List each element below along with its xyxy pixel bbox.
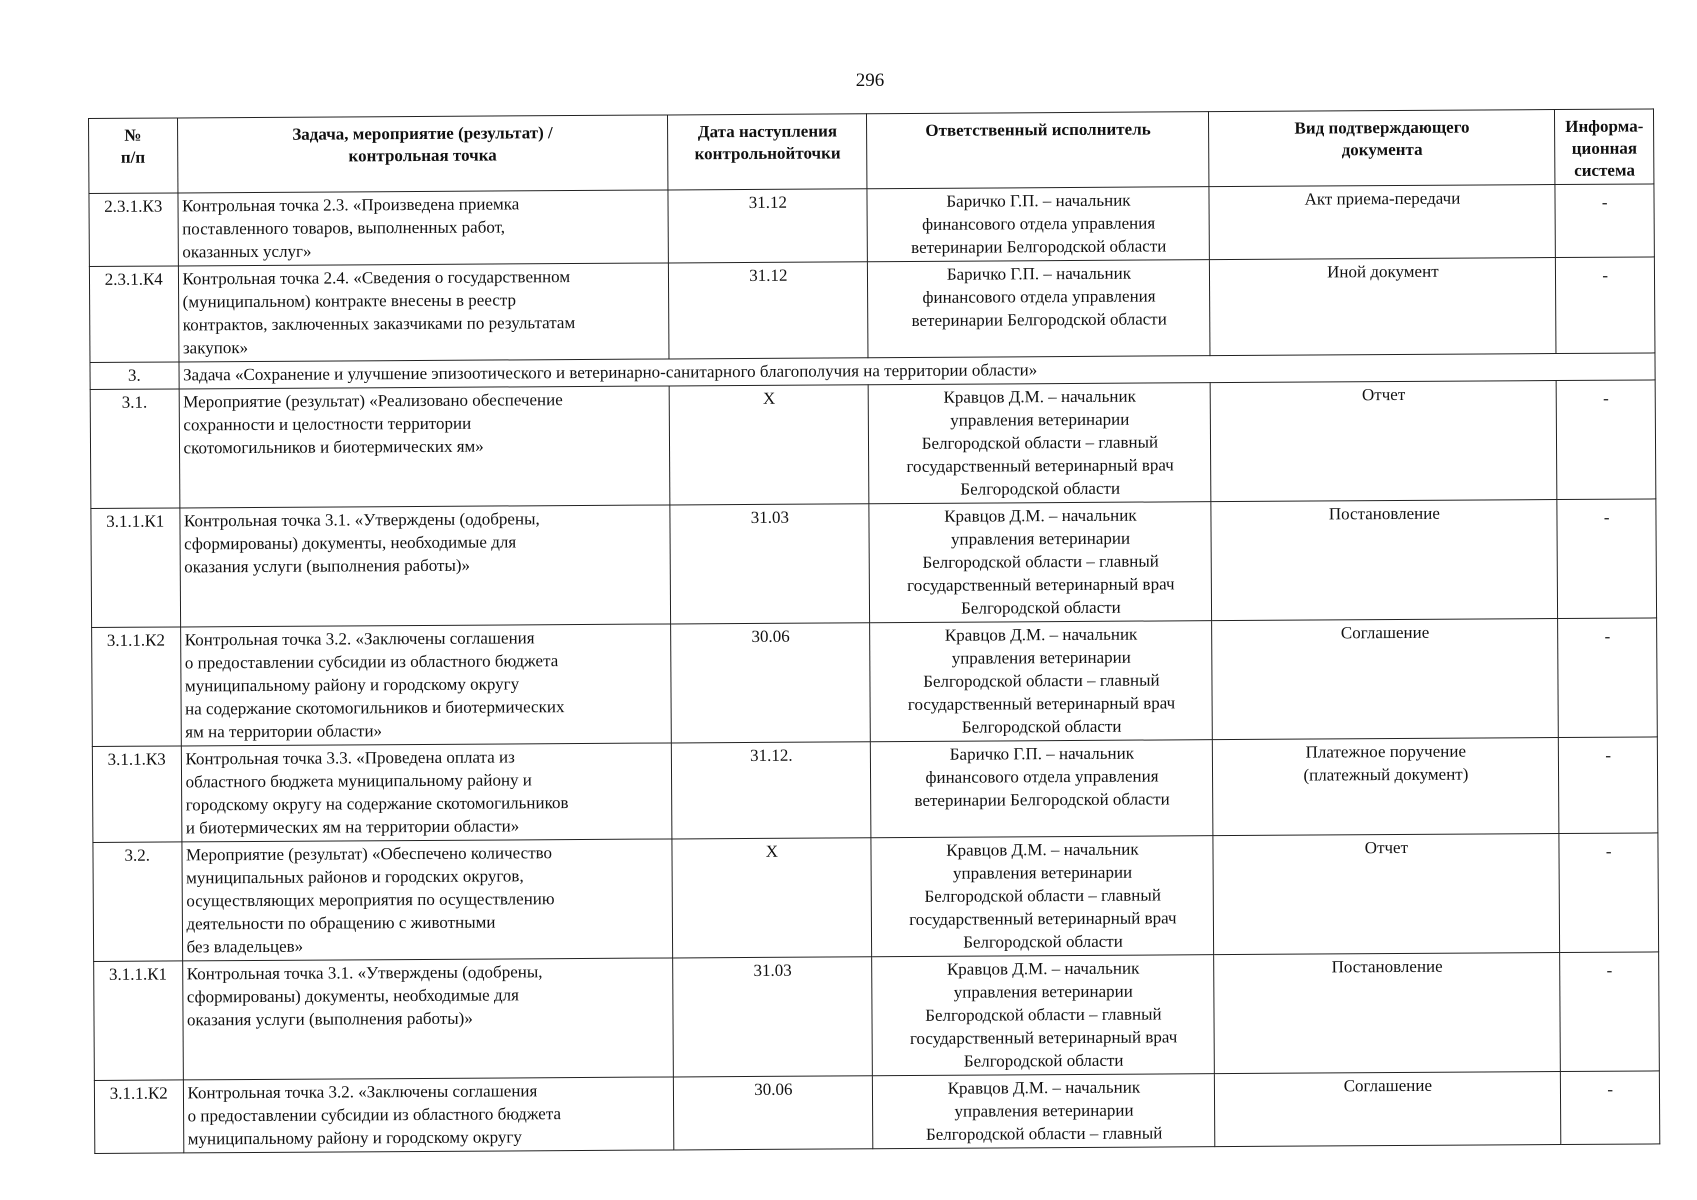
date-cell: 31.12. — [672, 742, 872, 839]
responsible-cell-line: управления ветеринарии — [954, 1100, 1134, 1121]
task-cell-line: оказанных услуг» — [182, 241, 312, 262]
responsible-cell — [872, 955, 1215, 1076]
info-system-cell: - — [1557, 380, 1656, 500]
header-task — [177, 115, 668, 193]
header-info-system — [1555, 109, 1654, 185]
task-cell-line: Мероприятие (результат) «Реализовано обеспечение — [183, 390, 563, 412]
task-cell — [181, 839, 673, 961]
responsible-cell-line: государственный ветеринарный врач — [906, 455, 1174, 477]
doc-type-cell — [1210, 258, 1557, 356]
row-number: 3.1.1.К2 — [92, 627, 181, 747]
responsible-cell-line: Баричко Г.П. – начальник — [946, 190, 1131, 211]
task-cell-line: ям на территории области» — [185, 721, 383, 742]
row-number: 3.1.1.К3 — [92, 746, 181, 843]
task-cell — [177, 190, 668, 266]
responsible-cell-line: ветеринарии Белгородской области — [914, 789, 1170, 810]
header-num-line: п/п — [120, 147, 146, 167]
responsible-cell-line: Белгородской области – главный — [923, 670, 1160, 691]
responsible-cell-line: государственный ветеринарный врач — [909, 1027, 1178, 1048]
responsible-cell — [867, 187, 1209, 262]
responsible-cell — [869, 502, 1212, 623]
responsible-cell-line: Баричко Г.П. – начальник — [949, 743, 1134, 764]
task-cell-line: оказания услуги (выполнения работы)» — [186, 1008, 473, 1030]
task-cell-line: областного бюджета муниципальному району и — [185, 770, 532, 792]
header-num-line: № — [124, 125, 142, 145]
page-number: 296 — [855, 70, 885, 91]
doc-type-cell — [1211, 500, 1558, 621]
header-date-line: Дата наступления — [697, 121, 838, 142]
responsible-cell-line: финансового отдела управления — [925, 766, 1159, 787]
responsible-cell-line: Белгородской области — [963, 1050, 1124, 1071]
doc-type-cell-line: Постановление — [1328, 503, 1440, 524]
row-number: 3.1.1.К1 — [91, 508, 180, 628]
header-date-line: контрольнойточки — [694, 143, 841, 164]
header-responsible-line: Ответственный исполнитель — [925, 119, 1151, 140]
doc-type-cell-line: Постановление — [1331, 956, 1443, 977]
table-row — [92, 618, 1658, 747]
table-row — [94, 952, 1660, 1081]
doc-type-cell — [1211, 381, 1558, 502]
header-responsible — [867, 112, 1209, 189]
task-cell — [179, 386, 671, 508]
task-cell-line: закупок» — [182, 338, 249, 358]
task-cell — [180, 624, 672, 746]
row-number: 3.1.1.К2 — [94, 1080, 183, 1154]
row-number: 2.3.1.К4 — [89, 266, 178, 363]
task-cell-line: сохранности и целостности территории — [183, 413, 472, 435]
task-cell-line: Контрольная точка 3.1. «Утверждены (одобрены, — [183, 509, 540, 531]
responsible-cell-line: государственный ветеринарный врач — [907, 693, 1176, 715]
responsible-cell-line: Баричко Г.П. – начальник — [946, 263, 1132, 284]
responsible-cell-line: финансового отдела управления — [922, 286, 1156, 307]
info-system-cell: - — [1557, 499, 1656, 619]
doc-type-cell-line: Соглашение — [1343, 1075, 1433, 1096]
task-cell-line: скотомогильников и биотермических ям» — [183, 436, 484, 458]
date-cell: 31.03 — [670, 504, 870, 624]
task-cell-line: о предоставлении субсидии из областного бюджета — [187, 1104, 562, 1126]
responsible-cell-line: Белгородской области – главный — [924, 885, 1161, 906]
doc-type-cell-line: Платежное поручение — [1305, 741, 1467, 762]
responsible-cell — [873, 1074, 1215, 1149]
responsible-cell-line: Кравцов Д.М. – начальник — [943, 386, 1136, 407]
date-cell: 31.12 — [668, 189, 868, 263]
info-system-cell: - — [1556, 257, 1655, 354]
responsible-cell-line: Кравцов Д.М. – начальник — [947, 1077, 1141, 1098]
header-task-line: контрольная точка — [348, 145, 497, 166]
doc-type-cell — [1213, 834, 1560, 955]
responsible-cell-line: государственный ветеринарный врач — [907, 574, 1175, 596]
info-system-cell: - — [1555, 184, 1654, 258]
task-cell-line: о предоставлении субсидии из областного бюджета — [184, 651, 559, 673]
table-row — [91, 499, 1657, 628]
info-system-cell: - — [1561, 1071, 1660, 1145]
responsible-cell-line: Белгородской области – главный — [921, 432, 1159, 453]
table-body — [89, 184, 1660, 1154]
responsible-cell-line: Белгородской области — [961, 597, 1121, 618]
doc-type-cell-line: Акт приема-передачи — [1304, 188, 1461, 209]
doc-type-cell — [1212, 619, 1559, 740]
task-cell-line: Контрольная точка 3.1. «Утверждены (одобрены, — [186, 962, 543, 984]
table-row — [93, 833, 1659, 962]
task-cell-line: муниципальному району и городскому округу — [187, 1127, 522, 1149]
task-cell-line: поставленного товаров, выполненных работ, — [182, 217, 506, 239]
responsible-cell — [869, 383, 1212, 504]
responsible-cell-line: управления ветеринарии — [950, 528, 1131, 549]
task-cell — [182, 958, 674, 1080]
task-cell-line: контрактов, заключенных заказчиками по результатам — [182, 313, 576, 335]
responsible-cell-line: Белгородской области — [961, 716, 1122, 737]
task-cell-line: Мероприятие (результат) «Обеспечено количество — [185, 843, 553, 865]
task-heading: Задача «Сохранение и улучшение эпизоотического и ветеринарно-санитарного благополучия на территории области» — [178, 353, 1655, 389]
header-doc-type-line: документа — [1341, 139, 1423, 160]
doc-type-cell-line: Отчет — [1361, 384, 1406, 405]
responsible-cell-line: государственный ветеринарный врач — [909, 908, 1177, 929]
date-cell: 30.06 — [674, 1076, 874, 1150]
row-number: 3. — [90, 362, 179, 390]
date-cell: Х — [669, 385, 869, 505]
date-cell: Х — [672, 838, 872, 958]
info-system-cell: - — [1559, 833, 1658, 953]
row-number: 3.1.1.К1 — [94, 961, 183, 1081]
task-cell-line: деятельности по обращению с животными — [186, 912, 496, 934]
task-cell-line: Контрольная точка 2.3. «Произведена приемка — [181, 194, 520, 216]
doc-type-cell — [1215, 1072, 1561, 1147]
responsible-cell-line: ветеринарии Белгородской области — [911, 309, 1167, 330]
task-cell — [179, 505, 671, 627]
header-date — [668, 114, 868, 190]
info-system-cell: - — [1558, 618, 1657, 738]
task-cell-line: Контрольная точка 3.2. «Заключены соглашения — [187, 1081, 538, 1103]
table-row — [94, 1071, 1659, 1154]
responsible-cell-line: Белгородской области — [963, 931, 1123, 952]
doc-type-cell-line: (платежный документ) — [1303, 764, 1469, 785]
task-cell-line: и биотермических ям на территории области» — [185, 816, 520, 838]
task-cell-line: муниципальных районов и городских округов, — [186, 866, 524, 888]
responsible-cell-line: управления ветеринарии — [953, 981, 1133, 1002]
row-number: 2.3.1.К3 — [89, 193, 178, 267]
responsible-cell-line: Кравцов Д.М. – начальник — [946, 839, 1139, 860]
header-num — [89, 118, 178, 194]
table-header-row — [89, 109, 1654, 194]
responsible-cell-line: финансового отдела управления — [921, 213, 1156, 234]
task-cell — [178, 263, 669, 362]
header-doc-type — [1209, 110, 1555, 187]
task-cell-line: сформированы) документы, необходимые для — [186, 985, 519, 1007]
doc-type-cell — [1214, 953, 1561, 1074]
task-cell-line: сформированы) документы, необходимые для — [184, 532, 517, 554]
responsible-cell-line: управления ветеринарии — [952, 862, 1133, 883]
responsible-cell — [868, 260, 1211, 358]
responsible-cell — [871, 740, 1214, 838]
responsible-cell-line: Белгородской области – главный — [925, 1004, 1162, 1025]
task-cell-line: Контрольная точка 3.3. «Проведена оплата из — [185, 747, 515, 769]
responsible-cell — [870, 621, 1213, 742]
task-cell-line: Контрольная точка 2.4. «Сведения о государственном — [182, 267, 571, 289]
responsible-cell-line: Кравцов Д.М. – начальник — [946, 958, 1140, 979]
table-row — [89, 257, 1655, 363]
task-cell-line: оказания услуги (выполнения работы)» — [184, 555, 471, 577]
header-info-system-line: система — [1574, 160, 1635, 180]
task-cell-line: без владельцев» — [186, 936, 304, 957]
task-cell — [183, 1077, 674, 1153]
doc-type-cell — [1209, 185, 1555, 260]
task-cell-line: Контрольная точка 3.2. «Заключены соглашения — [184, 628, 535, 650]
responsible-cell-line: Белгородской области — [960, 478, 1121, 499]
table-row — [89, 184, 1654, 267]
responsible-cell-line: Кравцов Д.М. – начальник — [944, 624, 1138, 645]
responsible-cell-line: управления ветеринарии — [951, 647, 1131, 668]
header-info-system-line: Информа- — [1565, 116, 1644, 136]
responsible-cell-line: Белгородской области – главный — [922, 551, 1159, 572]
row-number: 3.1. — [90, 389, 179, 509]
responsible-cell-line: управления ветеринарии — [950, 409, 1130, 430]
responsible-cell-line: ветеринарии Белгородской области — [911, 236, 1167, 257]
task-cell-line: городскому округу на содержание скотомогильников — [185, 793, 569, 815]
responsible-cell — [871, 836, 1214, 957]
info-system-cell: - — [1559, 737, 1658, 834]
task-cell-line: (муниципальном) контракте внесены в реестр — [182, 290, 517, 312]
header-doc-type-line: Вид подтверждающего — [1294, 117, 1470, 138]
info-system-cell: - — [1560, 952, 1659, 1072]
table-row — [92, 737, 1658, 843]
responsible-cell-line: Белгородской области – главный — [925, 1123, 1163, 1144]
date-cell: 30.06 — [671, 623, 871, 743]
control-points-table — [88, 108, 1660, 1154]
task-cell-line: на содержание скотомогильников и биотермических — [185, 697, 565, 719]
doc-type-cell-line: Иной документ — [1327, 261, 1439, 282]
header-info-system-line: ционная — [1571, 138, 1638, 158]
table-row — [90, 380, 1656, 509]
task-cell-line: муниципальному району и городскому округу — [184, 674, 520, 696]
task-cell — [181, 743, 672, 842]
doc-type-cell-line: Отчет — [1364, 837, 1409, 858]
task-cell-line: осуществляющих мероприятия по осуществлению — [186, 889, 555, 911]
doc-type-cell — [1213, 738, 1560, 836]
responsible-cell-line: Кравцов Д.М. – начальник — [944, 505, 1137, 526]
date-cell: 31.03 — [673, 957, 873, 1077]
doc-type-cell-line: Соглашение — [1340, 622, 1430, 643]
date-cell: 31.12 — [669, 262, 869, 359]
row-number: 3.2. — [93, 842, 182, 962]
header-task-line: Задача, мероприятие (результат) / — [292, 123, 553, 144]
